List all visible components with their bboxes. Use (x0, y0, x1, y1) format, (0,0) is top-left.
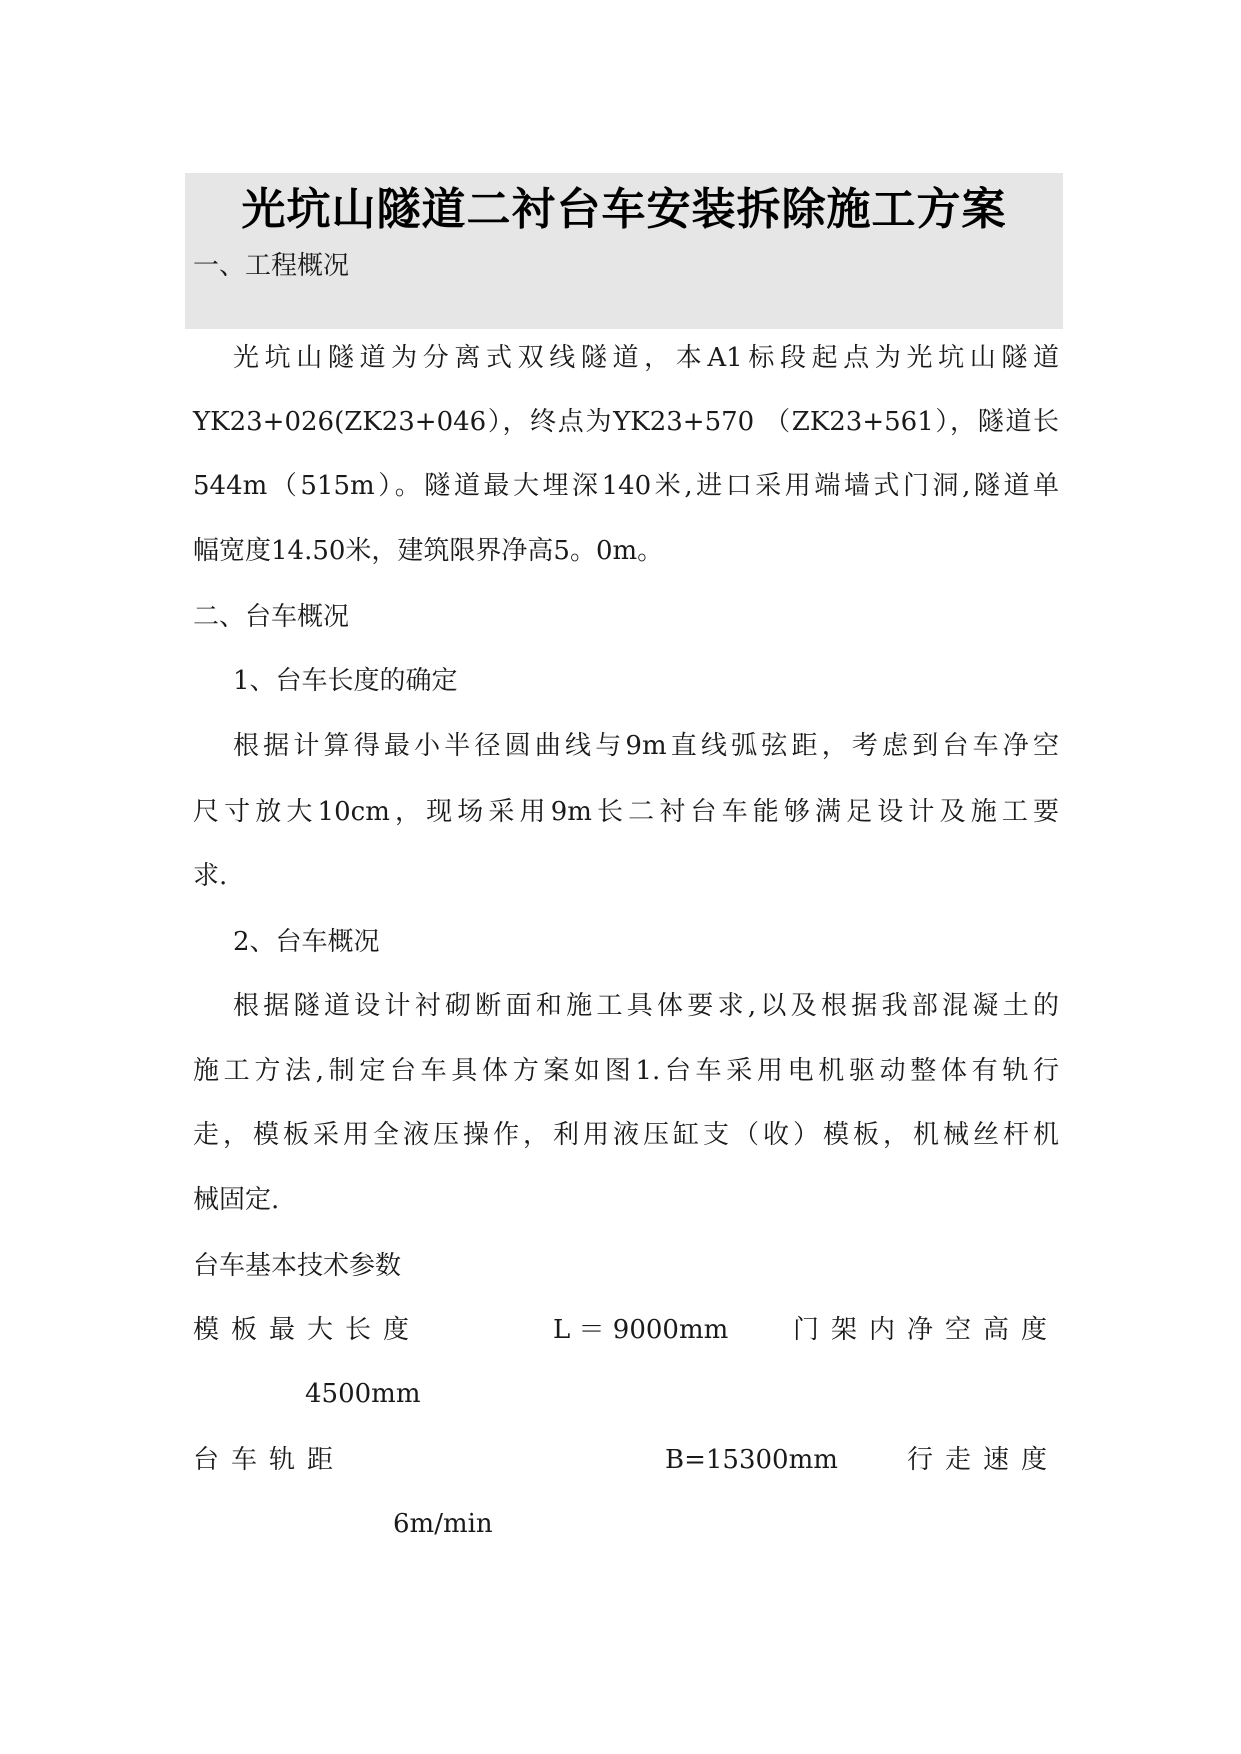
paragraph-line: 根据隧道设计衬砌断面和施工具体要求,以及根据我部混凝土的 (233, 991, 1059, 1021)
param-label: 模板最大长度 (193, 1315, 422, 1345)
param-value: 4500mm (305, 1379, 421, 1409)
param-value: L ＝ 9000mm (553, 1315, 729, 1345)
paragraph-line: 544m（515m）。隧道最大埋深140米,进口采用端墙式门洞,隧道单 (193, 471, 1059, 501)
param-value: 6m/min (393, 1509, 493, 1539)
paragraph-line: 根据计算得最小半径圆曲线与9m直线弧弦距，考虑到台车净空 (233, 731, 1059, 761)
subsection-heading-length: 1、台车长度的确定 (233, 666, 458, 696)
document-title: 光坑山隧道二衬台车安装拆除施工方案 (241, 184, 1007, 235)
paragraph-line: 走，模板采用全液压操作，利用液压缸支（收）模板，机械丝杆机 (193, 1120, 1059, 1150)
paragraph-line: 械固定. (193, 1185, 280, 1215)
param-value: B=15300mm (665, 1445, 838, 1475)
paragraph-line: 幅宽度14.50米，建筑限界净高5。0m。 (193, 536, 664, 566)
section-heading-trolley: 二、台车概况 (193, 602, 350, 632)
paragraph-line: 尺寸放大10cm，现场采用9m长二衬台车能够满足设计及施工要 (193, 797, 1059, 827)
paragraph-line: 施工方法,制定台车具体方案如图1.台车采用电机驱动整体有轨行 (193, 1056, 1059, 1086)
section-heading-overview: 一、工程概况 (193, 251, 350, 281)
param-label: 行走速度 (906, 1445, 1059, 1475)
param-label: 台车轨距 (193, 1445, 346, 1475)
paragraph-line: YK23+026(ZK23+046），终点为YK23+570 （ZK23+561），隧道长 (193, 407, 1059, 437)
paragraph-line: 光坑山隧道为分离式双线隧道，本A1标段起点为光坑山隧道 (233, 343, 1059, 373)
subsection-heading-overview: 2、台车概况 (233, 927, 380, 957)
paragraph-line: 求. (193, 861, 228, 891)
params-heading: 台车基本技术参数 (193, 1251, 402, 1281)
param-label: 门架内净空高度 (792, 1315, 1059, 1345)
